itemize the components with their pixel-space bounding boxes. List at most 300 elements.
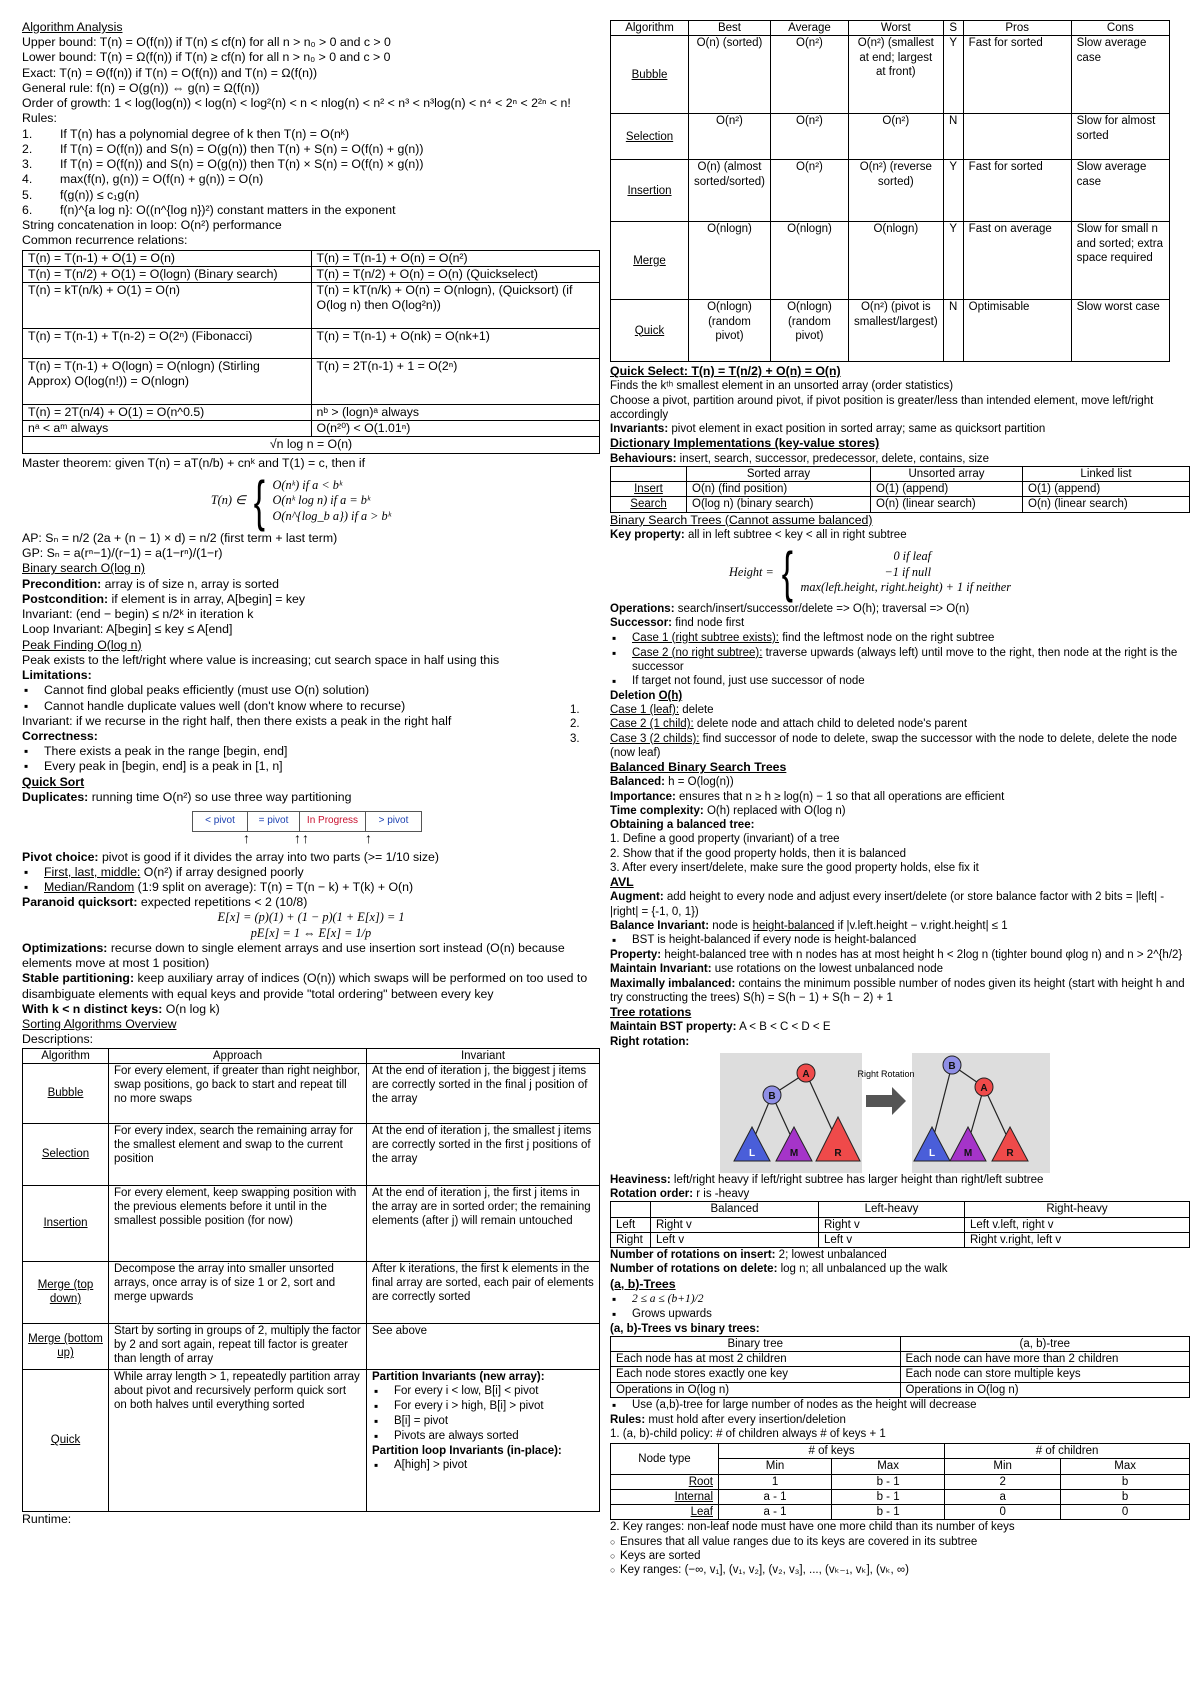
table-row	[23, 1185, 600, 1261]
cell: Right v	[651, 1217, 819, 1232]
cell: T(n) = kT(n/k) + O(n) = O(nlogn), (Quicksort) (if O(log n) then O(log²n))	[311, 282, 600, 328]
table-row	[23, 1261, 600, 1323]
cell: See above	[367, 1323, 600, 1369]
term: Behaviours:	[610, 452, 677, 465]
table-row	[23, 1123, 600, 1185]
cell: Left v	[651, 1232, 819, 1247]
limitations-title: Limitations:	[22, 668, 92, 683]
label-A: A	[802, 1068, 810, 1080]
binsearch-line: Invariant: (end − begin) ≤ n/2ᵏ in iteration k	[22, 607, 254, 622]
cell: Decompose the array into smaller unsorted arrays, once array is of size 1 or 2, sort and merge upwards	[109, 1261, 367, 1323]
maintain-invariant	[610, 962, 1190, 976]
cell: N	[943, 114, 963, 160]
term-desc: O(n log k)	[162, 1001, 220, 1016]
term-desc: delete node and attach child to deleted node's parent	[693, 718, 968, 731]
term: Operations:	[610, 603, 675, 616]
col-header: Linked list	[1023, 466, 1190, 481]
label-B: B	[768, 1090, 776, 1102]
term: Case 2 (1 child):	[610, 718, 694, 731]
term: With k < n distinct keys:	[22, 1001, 163, 1016]
defs	[22, 35, 600, 126]
inv-title: Partition Invariants (new array):	[372, 1370, 545, 1383]
term: Balanced:	[610, 776, 665, 789]
cell: O(1) (append)	[871, 482, 1023, 497]
col-header: S	[943, 21, 963, 36]
cell: T(n) = T(n/2) + O(n) = O(n) (Quickselect)	[311, 266, 600, 282]
term: Number of rotations on delete:	[610, 1263, 778, 1276]
col-header: (a, b)-tree	[900, 1336, 1190, 1351]
algo-name: Insertion	[611, 160, 689, 222]
table-header	[611, 1336, 1190, 1351]
table-row	[23, 358, 600, 404]
table-header	[23, 1048, 600, 1063]
list-item	[612, 646, 1190, 675]
cell	[963, 114, 1071, 160]
master-lhs: T(n) ∈	[210, 493, 246, 508]
cell: O(nlogn) (random pivot)	[770, 300, 848, 362]
list-item: ▪ Cannot find global peaks efficiently (must use O(n) solution)	[24, 683, 600, 698]
list-item	[24, 880, 600, 895]
list-item	[612, 631, 1190, 646]
list-item	[612, 674, 1190, 689]
term-desc: pivot element in exact position in sorted array; same as quicksort partition	[668, 423, 1046, 436]
section-title-avl: AVL	[610, 875, 634, 890]
cell: Y	[943, 222, 963, 300]
cell: O(nlogn)	[770, 222, 848, 300]
term-desc: O(h) replaced with O(log n)	[703, 804, 846, 817]
list-item: 1. Define a good property (invariant) of a tree	[610, 833, 840, 846]
col-header: Invariant	[367, 1048, 600, 1063]
cell: b - 1	[832, 1474, 945, 1489]
col-header: Max	[832, 1459, 945, 1474]
term-desc: if element is in array, A[begin] = key	[108, 591, 306, 606]
col-header: Balanced	[651, 1202, 819, 1217]
binsearch-line	[22, 592, 600, 607]
partition-progress: In Progress	[300, 811, 366, 831]
qselect-line: Finds the kᵗʰ smallest element in an unsorted array (order statistics)	[610, 380, 954, 393]
qselect-inv	[610, 422, 1190, 436]
term: Pivot choice:	[22, 849, 99, 864]
col-header: Unsorted array	[871, 466, 1023, 481]
rule-text: If T(n) has a polynomial degree of k then T(n) = O(nᵏ)	[60, 126, 350, 141]
runtime-title: Runtime:	[22, 1511, 72, 1526]
rotations-insert	[610, 1248, 1190, 1262]
descriptions-title: Descriptions:	[22, 1032, 94, 1047]
peak-intro: Peak exists to the left/right where value is increasing; cut search space in half using this	[22, 652, 500, 667]
term: O(h)	[658, 689, 683, 702]
comparison-table	[610, 20, 1170, 362]
binsearch-line	[22, 577, 600, 592]
cell: Right v	[819, 1217, 965, 1232]
table-header	[611, 1202, 1190, 1217]
cell: O(n²)	[848, 114, 943, 160]
term: Rules:	[610, 1413, 646, 1426]
term-desc: find node first	[672, 617, 745, 630]
list-item: ▪ Use (a,b)-tree for large number of nodes as the height will decrease	[612, 1398, 1190, 1413]
cell: O(n²) (reverse sorted)	[848, 160, 943, 222]
list-item	[570, 703, 1190, 717]
label-M: M	[789, 1147, 799, 1159]
cell: Left	[611, 1217, 651, 1232]
bst-ops	[610, 602, 1190, 616]
col-header	[611, 466, 687, 481]
cell: Y	[943, 160, 963, 222]
table-row	[611, 114, 1170, 160]
term: Balance Invariant:	[610, 919, 710, 932]
col-header: Sorted array	[687, 466, 871, 481]
term-desc: must hold after every insertion/deletion	[645, 1413, 846, 1426]
string-concat: String concatenation in loop: O(n²) performance	[22, 218, 282, 233]
cell: O(1) (append)	[1023, 482, 1190, 497]
cell: Leaf	[611, 1505, 719, 1520]
col-header: Approach	[109, 1048, 367, 1063]
rule-item	[22, 188, 600, 203]
term-desc: find the leftmost node on the right subtree	[779, 631, 995, 644]
list-item: ▪ A[high] > pivot	[374, 1458, 594, 1473]
term: Duplicates:	[22, 789, 89, 804]
arrow-right-icon	[866, 1087, 906, 1115]
cell: Left v	[819, 1232, 965, 1247]
cell: Slow average case	[1071, 160, 1169, 222]
master-cases	[2, 468, 600, 532]
cell: T(n) = 2T(n-1) + 1 = O(2ⁿ)	[311, 358, 600, 404]
cell: T(n) = kT(n/k) + O(1) = O(n)	[23, 282, 312, 328]
term-desc: ensures that n ≥ h ≥ log(n) − 1 so that all operations are efficient	[675, 790, 1005, 803]
table-row	[23, 404, 600, 420]
term-desc: add height to every node and adjust every insert/delete (or store balance factor with 2 bits = |left| - |right| = {-1, 0, 1})	[610, 891, 1165, 918]
term-desc: h = O(log(n))	[664, 776, 734, 789]
cell: Each node can have more than 2 children	[900, 1352, 1190, 1367]
cell: At the end of iteration j, the smallest j items are correctly sorted in the first j positions of the array	[367, 1123, 600, 1185]
rule-num: 1.	[22, 126, 33, 141]
algo-name: Selection	[611, 114, 689, 160]
rule-num: 3.	[22, 157, 33, 172]
cell: For every element, keep swapping position with the previous elements before it until in the smallest possible position (for now)	[109, 1185, 367, 1261]
col-header: Left-heavy	[819, 1202, 965, 1217]
term: Case 3 (2 childs):	[610, 732, 700, 745]
term-desc: A < B < C < D < E	[736, 1021, 831, 1034]
list-item: 3. After every insert/delete, make sure the good property holds, else fix it	[610, 861, 979, 874]
list-item	[570, 732, 1190, 761]
term: Case 1 (leaf):	[610, 704, 680, 717]
section-title-quicksort: Quick Sort	[22, 774, 85, 789]
arrow-up-icon: ↑	[365, 829, 372, 846]
list-item: ▪ B[i] = pivot	[374, 1414, 594, 1429]
term-desc: insert, search, successor, predecessor, delete, contains, size	[676, 452, 990, 465]
term-desc: 2; lowest unbalanced	[775, 1249, 887, 1262]
peak-invariant: Invariant: if we recurse in the right half, then there exists a peak in the right half	[22, 713, 452, 728]
list-item: ▪ Pivots are always sorted	[374, 1429, 594, 1444]
optimizations	[22, 941, 600, 971]
algo-name: Insertion	[23, 1185, 109, 1261]
table-row	[611, 482, 1190, 497]
algo-name: Merge (bottom up)	[23, 1323, 109, 1369]
term-desc: ▪ If target not found, just use successor of node	[632, 675, 865, 688]
table-row	[611, 1489, 1190, 1504]
arrow-up-icon: ↑	[294, 829, 301, 846]
table-row	[23, 421, 600, 437]
cell: Fast for sorted	[963, 36, 1071, 114]
list-item: ▪ 2 ≤ a ≤ (b+1)/2	[612, 1292, 1190, 1307]
cell: O(n²)	[689, 114, 771, 160]
term-desc: find successor of node to delete, swap the successor with the node to delete, delete the node (now leaf)	[610, 732, 1178, 759]
distinct	[22, 1002, 600, 1017]
label-L2: L	[928, 1147, 936, 1159]
height-case: 0 if leaf	[893, 549, 932, 564]
rule-num: 4.	[22, 172, 33, 187]
dict-behaviours	[610, 452, 1190, 466]
col-header: # of keys	[719, 1444, 945, 1459]
table-row	[23, 328, 600, 358]
table-row	[611, 1217, 1190, 1232]
qselect-line: Choose a pivot, partition around pivot, if pivot position is greater/less than intended element, move left/right accordingly	[610, 394, 1154, 421]
augment	[610, 890, 1190, 919]
height-lhs: Height =	[728, 564, 774, 579]
list-item: ○ Key ranges: (−∞, v₁], (v₁, v₂], (v₂, v₃], ..., (vₖ₋₁, vₖ], (vₖ, ∞)	[610, 1563, 1190, 1577]
section-title-peak: Peak Finding O(log n)	[22, 637, 142, 652]
label-B2: B	[948, 1060, 956, 1072]
cell: O(n) (find position)	[687, 482, 871, 497]
cell: Left v.left, right v	[965, 1217, 1190, 1232]
cell: Y	[943, 36, 963, 114]
cell	[367, 1369, 600, 1511]
term-desc: log n; all unbalanced up the walk	[777, 1263, 948, 1276]
term: Paranoid quicksort:	[22, 895, 138, 910]
left-column	[22, 20, 600, 1527]
cell: nᵇ > (logn)ᵃ always	[311, 404, 600, 420]
table-row	[611, 222, 1170, 300]
def-rules: Rules:	[22, 111, 57, 126]
list-item: ▪ BST is height-balanced if every node is height-balanced	[612, 933, 1190, 948]
stable	[22, 971, 600, 1001]
cell: T(n) = T(n-1) + T(n-2) = O(2ⁿ) (Fibonacci)	[23, 328, 312, 358]
table-header	[611, 466, 1190, 481]
cell: √n log n = O(n)	[23, 437, 600, 453]
cell: N	[943, 300, 963, 362]
section-title-sorting: Sorting Algorithms Overview	[22, 1017, 177, 1032]
rule-text: f(g(n)) ≤ c₁g(n)	[60, 187, 140, 202]
maximally-imbalanced	[610, 977, 1190, 1006]
def-exact: Exact: T(n) = Θ(f(n)) if T(n) = O(f(n)) and T(n) = Ω(f(n))	[22, 65, 318, 80]
table-row	[611, 1382, 1190, 1397]
col-header: Best	[689, 21, 771, 36]
cell: Fast for sorted	[963, 160, 1071, 222]
algo-name: Bubble	[23, 1063, 109, 1123]
inv-title: Partition loop Invariants (in-place):	[372, 1444, 562, 1457]
section-title-bst: Binary Search Trees (Cannot assume balanced)	[610, 512, 873, 527]
rule-num: 2.	[22, 141, 33, 156]
arrow-up-icon: ↑	[302, 829, 309, 846]
term: Case 1 (right subtree exists):	[632, 631, 780, 644]
term-desc: node is	[709, 919, 753, 932]
term-desc: contains the minimum possible number of nodes given its height (start with height h and try constructing the trees) S(h) = S(h − 1) + S(h − 2) + 1	[610, 977, 1185, 1004]
maintain-bst	[610, 1020, 1190, 1034]
table-row	[611, 497, 1190, 512]
table-row	[23, 282, 600, 328]
successor	[610, 616, 1190, 630]
cell: Root	[611, 1474, 719, 1489]
cell: a - 1	[719, 1505, 832, 1520]
ab-vs-binary-table	[610, 1336, 1190, 1398]
cell: O(n) (almost sorted/sorted)	[689, 160, 771, 222]
rule-item	[22, 127, 600, 142]
cell: Start by sorting in groups of 2, multiply the factor by 2 and sort again, repeat till factor is greater than length of array	[109, 1323, 367, 1369]
algo-name: Merge	[611, 222, 689, 300]
cell: Optimisable	[963, 300, 1071, 362]
def-upper: Upper bound: T(n) = O(f(n)) if T(n) ≤ cf(n) for all n > n₀ > 0 and c > 0	[22, 35, 391, 50]
cell: T(n) = T(n-1) + O(n) = O(n²)	[311, 250, 600, 266]
rotation-diagram	[720, 1053, 1050, 1173]
col-header: Min	[719, 1459, 832, 1474]
cell: While array length > 1, repeatedly partition array about pivot and recursively perform quick sort on both halves until everything sorted	[109, 1369, 367, 1511]
item-num: 2.	[570, 718, 580, 731]
cell: O(log n) (binary search)	[687, 497, 871, 512]
term: Optimizations:	[22, 940, 108, 955]
term: Median/Random	[44, 880, 135, 894]
table-row	[611, 1505, 1190, 1520]
rotation-label: Right Rotation	[857, 1068, 915, 1079]
term: First, last, middle:	[44, 864, 141, 879]
term: Number of rotations on insert:	[610, 1249, 776, 1262]
term: Successor:	[610, 617, 673, 630]
algo-name: Selection	[23, 1123, 109, 1185]
cell: Search	[611, 497, 687, 512]
binsearch-line: Loop Invariant: A[begin] ≤ key ≤ A[end]	[22, 622, 233, 637]
list-item: ▪ Every peak in [begin, end] is a peak in [1, n]	[24, 759, 600, 774]
term: Augment:	[610, 891, 664, 904]
height-case: −1 if null	[884, 564, 932, 579]
table-row	[611, 36, 1170, 114]
term: Maintain BST property:	[610, 1021, 737, 1034]
label-L: L	[748, 1147, 756, 1159]
cell: Slow for almost sorted	[1071, 114, 1169, 160]
rules-list	[22, 127, 600, 218]
partition-greater: > pivot	[366, 811, 422, 831]
paranoid	[22, 895, 600, 910]
equation: pE[x] = 1 ⇔ E[x] = 1/p	[250, 925, 372, 940]
cell: T(n) = T(n-1) + O(nk) = O(nk+1)	[311, 328, 600, 358]
height-case: max(left.height, right.height) + 1 if neither	[800, 579, 1012, 594]
label-R: R	[834, 1147, 842, 1159]
term: Stable partitioning:	[22, 971, 135, 986]
rotation-order	[610, 1187, 1190, 1201]
def-lower: Lower bound: T(n) = Ω(f(n)) if T(n) ≥ cf(n) for all n > n₀ > 0 and c > 0	[22, 50, 391, 65]
section-title-algorithm-analysis: Algorithm Analysis	[22, 20, 123, 34]
rule-text: If T(n) = O(f(n)) and S(n) = O(g(n)) then T(n) + S(n) = O(f(n) + g(n))	[60, 141, 424, 156]
col-header: Node type	[611, 1444, 719, 1475]
col-header: Cons	[1071, 21, 1169, 36]
section-title-binary-search: Binary search O(log n)	[22, 561, 146, 576]
term: Property:	[610, 949, 662, 962]
term-desc: search/insert/successor/delete => O(h); traversal => O(n)	[674, 603, 970, 616]
cell: O(nlogn)	[848, 222, 943, 300]
master-theorem: Master theorem: given T(n) = aT(n/b) + cnᵏ and T(1) = c, then if	[22, 455, 366, 470]
recurrence-title: Common recurrence relations:	[22, 233, 188, 248]
rotations-delete	[610, 1262, 1190, 1276]
dictionary-table	[610, 466, 1190, 513]
rule-2: 2. Key ranges: non-leaf node must have one more child than its number of keys	[610, 1521, 1015, 1534]
col-header: Worst	[848, 21, 943, 36]
master-case: O(nᵏ log n) if a = bᵏ	[272, 493, 371, 508]
term-desc: delete	[679, 704, 714, 717]
cell: O(n) (sorted)	[689, 36, 771, 114]
cell: 2	[945, 1474, 1061, 1489]
cell: b	[1061, 1489, 1190, 1504]
cell: b - 1	[832, 1489, 945, 1504]
brace-icon: {	[781, 540, 793, 604]
balanced	[610, 775, 1190, 789]
bst-key	[610, 528, 1190, 542]
algo-name: Merge (top down)	[23, 1261, 109, 1323]
deletion	[610, 689, 1190, 703]
heaviness	[610, 1173, 1190, 1187]
partition-diagram	[192, 811, 600, 847]
section-title-ab-trees: (a, b)-Trees	[610, 1276, 676, 1291]
def-order: Order of growth: 1 < log(log(n)) < log(n) < log²(n) < n < nlog(n) < n² < n³ < n³log(n) < n⁴ < 2ⁿ < 2²ⁿ < n!	[22, 96, 571, 111]
list-item	[24, 865, 600, 880]
partition-less: < pivot	[192, 811, 248, 831]
term: Importance:	[610, 790, 676, 803]
gp-formula: GP: Sₙ = a(rⁿ−1)/(r−1) = a(1−rⁿ)/(1−r)	[22, 546, 223, 561]
term: Rotation order:	[610, 1188, 694, 1201]
rule-item	[22, 157, 600, 172]
term-desc: O(n²) if array designed poorly	[140, 864, 304, 879]
algo-name: Quick	[23, 1369, 109, 1511]
list-item: ▪ There exists a peak in the range [begin, end]	[24, 744, 600, 759]
cell: Internal	[611, 1489, 719, 1504]
cell: Each node can store multiple keys	[900, 1367, 1190, 1382]
cell: O(n²) (smallest at end; largest at front)	[848, 36, 943, 114]
cell: O(n²)	[770, 160, 848, 222]
list-item	[570, 717, 1190, 731]
cell: b - 1	[832, 1505, 945, 1520]
rule-num: 5.	[22, 187, 33, 202]
term-desc: traverse upwards (always left) until move to the right, then node at the right is the successor	[632, 646, 1178, 673]
cell: O(nlogn)	[689, 222, 771, 300]
cell: Slow average case	[1071, 36, 1169, 114]
rule-item	[22, 203, 600, 218]
col-header: Average	[770, 21, 848, 36]
term: Heaviness:	[610, 1173, 671, 1186]
cell: 1	[719, 1474, 832, 1489]
col-header: Right-heavy	[965, 1202, 1190, 1217]
correctness-title: Correctness:	[22, 728, 98, 743]
cell: O(n²)	[770, 114, 848, 160]
cell: T(n) = T(n/2) + O(1) = O(logn) (Binary search)	[23, 266, 312, 282]
table-row	[23, 266, 600, 282]
deletion-list	[570, 703, 1190, 760]
table-row	[611, 1232, 1190, 1247]
cell: O(n) (linear search)	[871, 497, 1023, 512]
term-desc: array is of size n, array is sorted	[101, 576, 279, 591]
table-row	[611, 1474, 1190, 1489]
recurrence-table	[22, 250, 600, 454]
rule-text: If T(n) = O(f(n)) and S(n) = O(g(n)) then T(n) × S(n) = O(f(n) × g(n))	[60, 157, 424, 172]
cell: At the end of iteration j, the first j items in the array are in sorted order; the remaining elements (after j) will remain untouched	[367, 1185, 600, 1261]
term: Invariants:	[610, 423, 669, 436]
right-rotation-title: Right rotation:	[610, 1035, 690, 1048]
abvs-title: (a, b)-Trees vs binary trees:	[610, 1322, 760, 1335]
term-desc: running time O(n²) so use three way partitioning	[88, 789, 352, 804]
algo-name: Quick	[611, 300, 689, 362]
rule-num: 6.	[22, 202, 33, 217]
cell: O(n²)	[770, 36, 848, 114]
cell: Fast on average	[963, 222, 1071, 300]
col-header	[611, 1202, 651, 1217]
term: height-balanced	[752, 919, 835, 932]
section-title-dictionary: Dictionary Implementations (key-value stores)	[610, 436, 880, 451]
table-header	[611, 1444, 1190, 1459]
